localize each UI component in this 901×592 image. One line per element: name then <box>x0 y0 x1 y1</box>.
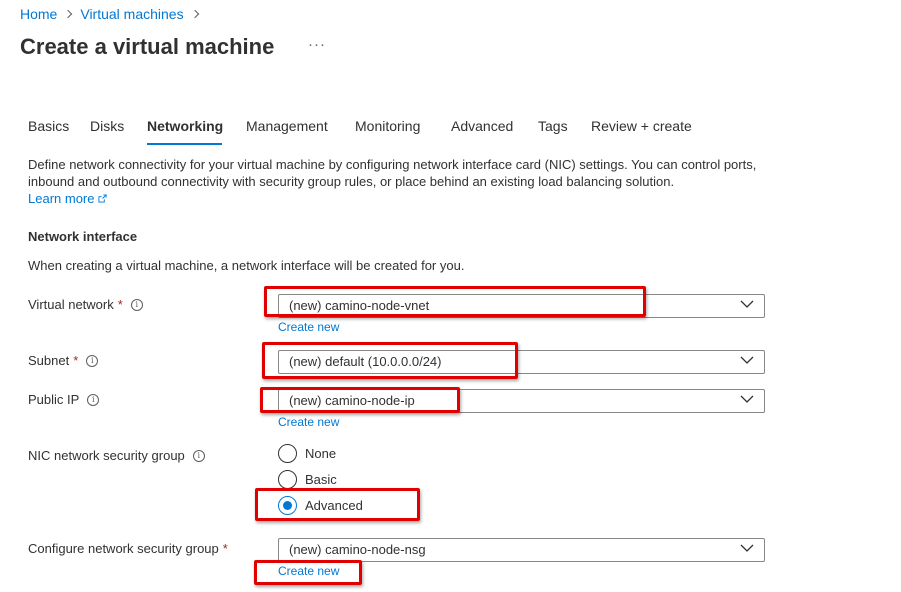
public-ip-create-new-link[interactable]: Create new <box>278 415 340 429</box>
chevron-right-icon <box>64 10 72 18</box>
breadcrumb-home-link[interactable]: Home <box>20 6 58 22</box>
active-tab-indicator <box>147 143 222 145</box>
nsg-option-basic-label: Basic <box>305 472 337 487</box>
nic-nsg-label-text: NIC network security group <box>28 448 185 463</box>
subnet-label <box>28 353 98 368</box>
nsg-option-advanced[interactable] <box>278 496 363 515</box>
virtual-network-value: (new) camino-node-vnet <box>289 298 430 313</box>
subnet-dropdown[interactable] <box>278 350 765 374</box>
virtual-network-label-text: Virtual network <box>28 297 114 312</box>
public-ip-label <box>28 392 99 407</box>
network-interface-description: When creating a virtual machine, a network interface will be created for you. <box>28 258 465 273</box>
subnet-label-text: Subnet <box>28 353 70 368</box>
required-marker: * <box>73 353 79 368</box>
external-link-icon <box>98 194 107 203</box>
learn-more-link[interactable] <box>28 191 107 206</box>
nic-nsg-label <box>28 448 205 463</box>
virtual-network-dropdown[interactable] <box>278 294 765 318</box>
tab-disks[interactable]: Disks <box>90 118 125 134</box>
info-icon[interactable]: i <box>87 394 99 406</box>
required-marker: * <box>117 297 123 312</box>
info-icon[interactable]: i <box>131 299 143 311</box>
tab-networking[interactable]: Networking <box>147 118 224 134</box>
radio-none[interactable] <box>278 444 297 463</box>
nsg-option-advanced-label: Advanced <box>305 498 363 513</box>
configure-nsg-label <box>28 541 228 556</box>
chevron-down-icon <box>740 356 754 365</box>
page-title: Create a virtual machine <box>20 34 275 59</box>
breadcrumb-virtual-machines-link[interactable]: Virtual machines <box>80 6 184 22</box>
tab-tags[interactable]: Tags <box>538 118 568 134</box>
info-icon[interactable]: i <box>86 355 98 367</box>
tab-basics[interactable]: Basics <box>28 118 70 134</box>
radio-basic[interactable] <box>278 470 297 489</box>
chevron-down-icon <box>740 395 754 404</box>
configure-nsg-create-new-link[interactable]: Create new <box>278 564 340 578</box>
virtual-network-label <box>28 297 143 312</box>
configure-nsg-dropdown[interactable] <box>278 538 765 562</box>
public-ip-dropdown[interactable] <box>278 389 765 413</box>
nsg-option-none-label: None <box>305 446 337 461</box>
virtual-network-create-new-link[interactable]: Create new <box>278 320 340 334</box>
nsg-option-none[interactable] <box>278 444 336 463</box>
tab-advanced[interactable]: Advanced <box>451 118 514 134</box>
learn-more-label[interactable]: Learn more <box>28 191 95 206</box>
tab-review-create[interactable]: Review + create <box>591 118 692 134</box>
required-marker: * <box>222 541 228 556</box>
tab-monitoring[interactable]: Monitoring <box>355 118 421 134</box>
public-ip-value: (new) camino-node-ip <box>289 393 415 408</box>
public-ip-label-text: Public IP <box>28 392 80 407</box>
info-icon[interactable]: i <box>193 450 205 462</box>
configure-nsg-value: (new) camino-node-nsg <box>289 542 426 557</box>
more-options-button[interactable]: ··· <box>308 36 326 53</box>
nsg-option-basic[interactable] <box>278 470 337 489</box>
subnet-value: (new) default (10.0.0.0/24) <box>289 354 442 369</box>
chevron-down-icon <box>740 544 754 553</box>
chevron-down-icon <box>740 300 754 309</box>
configure-nsg-label-text: Configure network security group <box>28 541 219 556</box>
network-interface-heading: Network interface <box>28 229 138 244</box>
breadcrumb <box>20 6 207 22</box>
networking-description: Define network connectivity for your virtual machine by configuring network interface card (NIC) settings. You can control ports, inbound and outbound connectivity with security group rules, or place behind an existing load balancing solution. <box>28 157 757 189</box>
tab-management[interactable]: Management <box>246 118 328 134</box>
chevron-right-icon <box>190 10 198 18</box>
radio-advanced[interactable] <box>278 496 297 515</box>
